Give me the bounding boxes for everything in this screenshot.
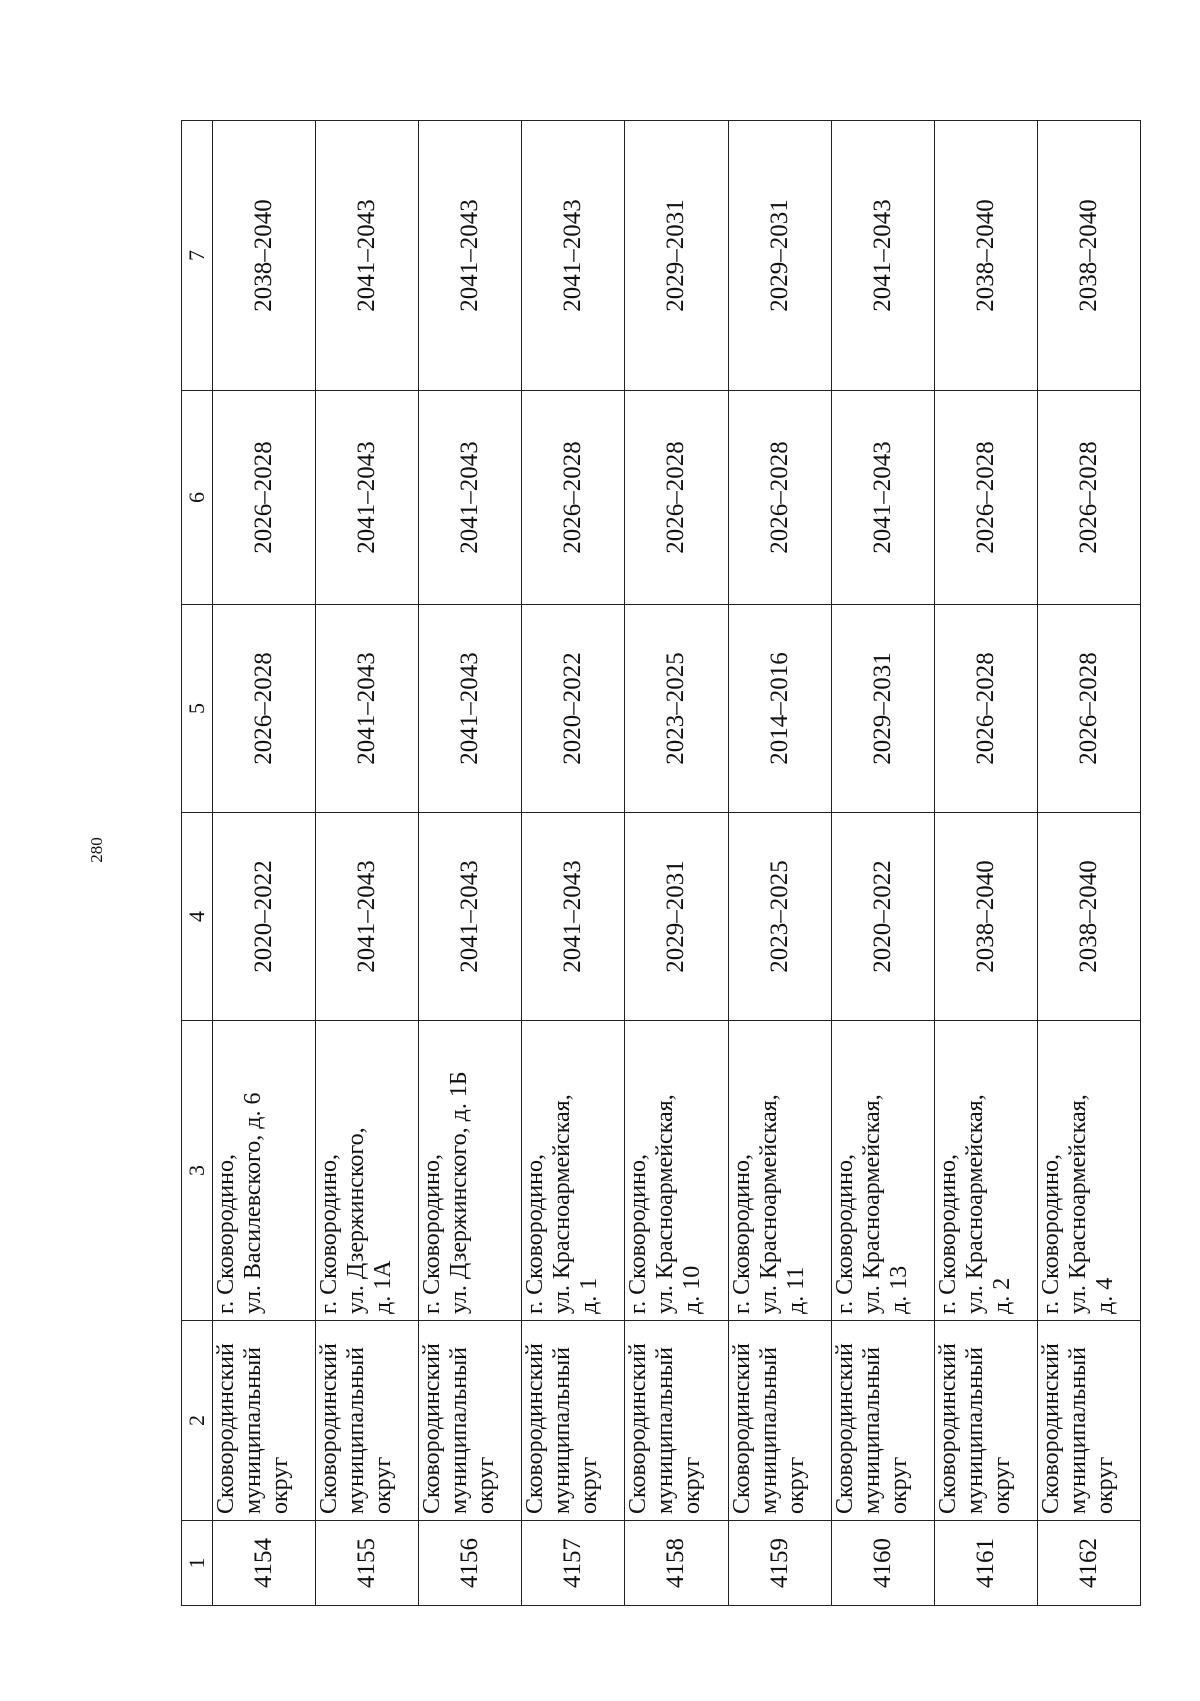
period-cell-col7: 2029–2031 [624,120,727,390]
address-cell-line: г. Сковородино, [624,1153,651,1314]
table-row [624,120,727,1605]
period-cell-col4: 2038–2040 [1037,812,1140,1020]
district-cell-line: Сковородинский [934,1342,961,1514]
address-cell-line: д. 4 [1091,1277,1118,1314]
address-cell-line: д. 11 [782,1266,808,1314]
district-cell-line: муниципальный [239,1346,266,1514]
table-row [1037,120,1140,1605]
address-cell-line: ул. Красноармейская, [548,1093,575,1314]
table-row [315,120,418,1605]
address-cell [521,1020,624,1320]
period-cell-col4: 2041–2043 [315,812,418,1020]
address-cell-line: ул. Красноармейская, [961,1093,988,1314]
period-cell-col5: 2014–2016 [728,604,831,812]
period-cell-col5: 2041–2043 [418,604,521,812]
table-row [212,120,315,1605]
address-cell [418,1020,521,1320]
address-cell-line: г. Сковородино, [934,1153,961,1314]
district-cell-line: Сковородинский [624,1342,651,1514]
district-cell-line: муниципальный [651,1346,678,1514]
address-cell-line: ул. Красноармейская, [651,1093,678,1314]
row-number-cell: 4155 [315,1520,418,1605]
period-cell-col7: 2029–2031 [728,120,831,390]
address-cell-line: д. 2 [988,1277,1015,1314]
district-cell-line: округ [782,1456,808,1514]
schedule-table [181,120,1141,1606]
district-cell-line: муниципальный [445,1346,472,1514]
district-cell-line: Сковородинский [315,1342,342,1514]
period-cell-col7: 2038–2040 [934,120,1037,390]
period-cell-col4: 2038–2040 [934,812,1037,1020]
period-cell-col5: 2029–2031 [831,604,934,812]
period-cell-col6: 2026–2028 [624,390,727,604]
page-number: 280 [87,837,106,863]
address-cell [624,1020,727,1320]
period-cell-col5: 2041–2043 [315,604,418,812]
address-cell-line: г. Сковородино, [831,1153,858,1314]
period-cell-col5: 2020–2022 [521,604,624,812]
address-cell-line: г. Сковородино, [728,1153,754,1314]
address-cell-line: г. Сковородино, [521,1153,548,1314]
period-cell-col5: 2026–2028 [1037,604,1140,812]
address-cell-line: ул. Красноармейская, [1064,1093,1091,1314]
district-cell [728,1320,831,1520]
address-cell-line: д. 10 [678,1265,705,1314]
period-cell-col4: 2020–2022 [831,812,934,1020]
period-cell-col5: 2026–2028 [934,604,1037,812]
district-cell [1037,1320,1140,1520]
address-cell-line: д. 1А [369,1259,396,1314]
district-cell-line: муниципальный [755,1346,781,1514]
table-row [728,120,831,1605]
district-cell [418,1320,521,1520]
district-cell-line: Сковородинский [212,1342,239,1514]
district-cell-line: округ [1091,1456,1118,1514]
district-cell-line: округ [472,1456,499,1514]
district-cell-line: Сковородинский [831,1342,858,1514]
period-cell-col4: 2029–2031 [624,812,727,1020]
row-number-cell: 4159 [728,1520,831,1605]
district-cell-line: Сковородинский [418,1342,445,1514]
period-cell-col6: 2026–2028 [212,390,315,604]
period-cell-col6: 2026–2028 [521,390,624,604]
header-row [181,120,212,1605]
period-cell-col7: 2041–2043 [418,120,521,390]
district-cell [521,1320,624,1520]
address-cell-line: ул. Дзержинского, д. 1Б [445,1070,472,1314]
address-cell [212,1020,315,1320]
district-cell [934,1320,1037,1520]
district-cell-line: округ [885,1456,912,1514]
column-header: 7 [181,120,212,390]
address-cell-line: г. Сковородино, [315,1153,342,1314]
period-cell-col6: 2026–2028 [934,390,1037,604]
period-cell-col6: 2041–2043 [315,390,418,604]
period-cell-col7: 2041–2043 [315,120,418,390]
address-cell-line: ул. Красноармейская, [858,1093,885,1314]
address-cell [728,1020,831,1320]
district-cell-line: округ [266,1456,293,1514]
row-number-cell: 4162 [1037,1520,1140,1605]
column-header: 3 [181,1020,212,1320]
period-cell-col6: 2026–2028 [728,390,831,604]
row-number-cell: 4158 [624,1520,727,1605]
period-cell-col5: 2023–2025 [624,604,727,812]
table-container [180,120,1140,1605]
address-cell-line: г. Сковородино, [1037,1153,1064,1314]
period-cell-col6: 2041–2043 [418,390,521,604]
district-cell-line: муниципальный [961,1346,988,1514]
address-cell-line: ул. Красноармейская, [755,1093,781,1314]
district-cell-line: Сковородинский [1037,1342,1064,1514]
column-header: 4 [181,812,212,1020]
row-number-cell: 4160 [831,1520,934,1605]
address-cell-line: г. Сковородино, [212,1153,239,1314]
period-cell-col4: 2041–2043 [521,812,624,1020]
row-number-cell: 4154 [212,1520,315,1605]
address-cell-line: г. Сковородино, [418,1153,445,1314]
address-cell [315,1020,418,1320]
column-header: 2 [181,1320,212,1520]
period-cell-col7: 2038–2040 [212,120,315,390]
address-cell [934,1020,1037,1320]
district-cell-line: округ [575,1456,602,1514]
district-cell [624,1320,727,1520]
period-cell-col6: 2041–2043 [831,390,934,604]
period-cell-col5: 2026–2028 [212,604,315,812]
table-row [418,120,521,1605]
row-number-cell: 4156 [418,1520,521,1605]
table-row [831,120,934,1605]
district-cell-line: муниципальный [342,1346,369,1514]
period-cell-col4: 2020–2022 [212,812,315,1020]
column-header: 5 [181,604,212,812]
address-cell-line: ул. Дзержинского, [342,1126,369,1314]
district-cell-line: округ [369,1456,396,1514]
address-cell [831,1020,934,1320]
district-cell-line: округ [988,1456,1015,1514]
district-cell-line: Сковородинский [728,1342,754,1514]
period-cell-col7: 2041–2043 [831,120,934,390]
period-cell-col7: 2038–2040 [1037,120,1140,390]
district-cell [831,1320,934,1520]
period-cell-col4: 2041–2043 [418,812,521,1020]
district-cell-line: муниципальный [1064,1346,1091,1514]
district-cell [315,1320,418,1520]
district-cell-line: Сковородинский [521,1342,548,1514]
address-cell [1037,1020,1140,1320]
row-number-cell: 4157 [521,1520,624,1605]
district-cell [212,1320,315,1520]
table-row [521,120,624,1605]
address-cell-line: д. 13 [885,1265,912,1314]
district-cell-line: муниципальный [548,1346,575,1514]
address-cell-line: д. 1 [575,1277,602,1314]
address-cell-line: ул. Василевского, д. 6 [239,1092,266,1314]
period-cell-col7: 2041–2043 [521,120,624,390]
row-number-cell: 4161 [934,1520,1037,1605]
district-cell-line: муниципальный [858,1346,885,1514]
period-cell-col4: 2023–2025 [728,812,831,1020]
table-row [934,120,1037,1605]
column-header: 6 [181,390,212,604]
district-cell-line: округ [678,1456,705,1514]
period-cell-col6: 2026–2028 [1037,390,1140,604]
column-header: 1 [181,1520,212,1605]
